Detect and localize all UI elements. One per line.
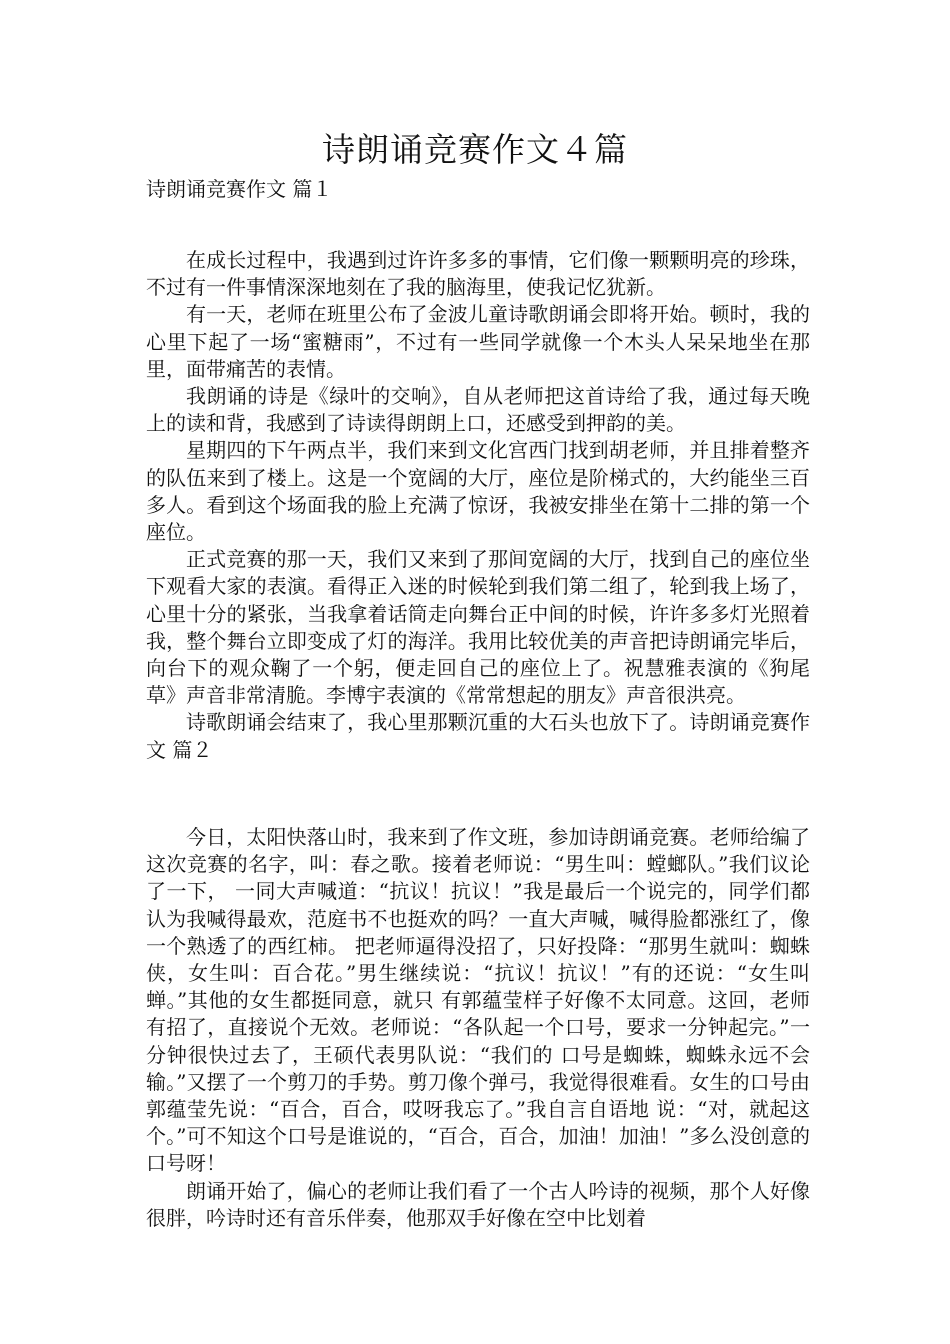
section-1-paragraph-4: 星期四的下午两点半，我们来到文化宫西门找到胡老师，并且排着整齐的队伍来到了楼上。这是一个宽阔的大厅，座位是阶梯式的，大约能坐三百多人。看到这个场面我的脸上充满了惊讶，我被安排坐在第十二排的第一个座位。 <box>146 438 810 545</box>
section-1-paragraph-5: 正式竞赛的那一天，我们又来到了那间宽阔的大厅，找到自己的座位坐下观看大家的表演。看得正入迷的时候轮到我们第二组了，轮到我上场了，心里十分的紧张，当我拿着话筒走向舞台正中间的时候，许许多多灯光照着我，整个舞台立即变成了灯的海洋。我用比较优美的声音把诗朗诵完毕后，向台下的观众鞠了一个躬，便走回自己的座位上了。祝慧雅表演的《狗尾草》声音非常清脆。李博宇表演的《常常想起的朋友》声音很洪亮。 <box>146 547 810 708</box>
section-1-paragraph-6 <box>146 709 810 763</box>
section-1-paragraph-3: 我朗诵的诗是《绿叶的交响》，自从老师把这首诗给了我，通过每天晚上的读和背，我感到了诗读得朗朗上口，还感受到押韵的美。 <box>146 384 810 436</box>
section-2-paragraph-2: 朗诵开始了，偏心的老师让我们看了一个古人吟诗的视频，那个人好像很胖，吟诗时还有音乐伴奏，他那双手好像在空中比划着 <box>146 1178 810 1230</box>
section-1-closing-text: 诗歌朗诵会结束了，我心里那颗沉重的大石头也放下了。 <box>186 710 690 735</box>
section-1-heading: 诗朗诵竞赛作文 篇１ <box>146 177 333 201</box>
section-2-body <box>146 824 810 1232</box>
section-2-heading: 诗朗诵竞赛作文 篇２ <box>146 710 811 762</box>
section-1-paragraph-2: 有一天，老师在班里公布了金波儿童诗歌朗诵会即将开始。顿时，我的心里下起了一场“蜜糖雨”，不过有一些同学就像一个木头人呆呆地坐在那里，面带痛苦的表情。 <box>146 302 810 381</box>
document-title: 诗朗诵竞赛作文４篇 <box>322 130 628 169</box>
section-2-paragraph-1: 今日，太阳快落山时，我来到了作文班，参加诗朗诵竞赛。老师给编了这次竞赛的名字，叫：春之歌。接着老师说：“男生叫：螳螂队。”我们议论了一下， 一同大声喊道：“抗议！抗议！”我是最后一个说完的，同学们都认为我喊得最欢，范庭书不也挺欢的吗？一直大声喊，喊得脸都涨红了，像一个熟透了的西红柿。 把老师逼得没招了，只好投降：“那男生就叫：蜘蛛侠，女生叫：百合花。”男生继续说：“抗议！抗议！”有的还说：“女生叫蝉。”其他的女生都挺同意，就只 有郭蕴莹样子好像不太同意。这回，老师有招了，直接说个无效。老师说：“各队起一个口号，要求一分钟起完。”一分钟很快过去了，王硕代表男队说：“我们的 口号是蜘蛛，蜘蛛永远不会输。”又摆了一个剪刀的手势。剪刀像个弹弓，我觉得很难看。女生的口号由郭蕴莹先说：“百合，百合，哎呀我忘了。”我自言自语地 说：“对，就起这个。”可不知这个口号是谁说的，“百合，百合，加油！加油！”多么没创意的口号呀！ <box>146 825 810 1176</box>
section-1-body <box>146 247 810 764</box>
section-1-paragraph-1: 在成长过程中，我遇到过许许多多的事情，它们像一颗颗明亮的珍珠，不过有一件事情深深地刻在了我的脑海里，使我记忆犹新。 <box>146 248 810 300</box>
